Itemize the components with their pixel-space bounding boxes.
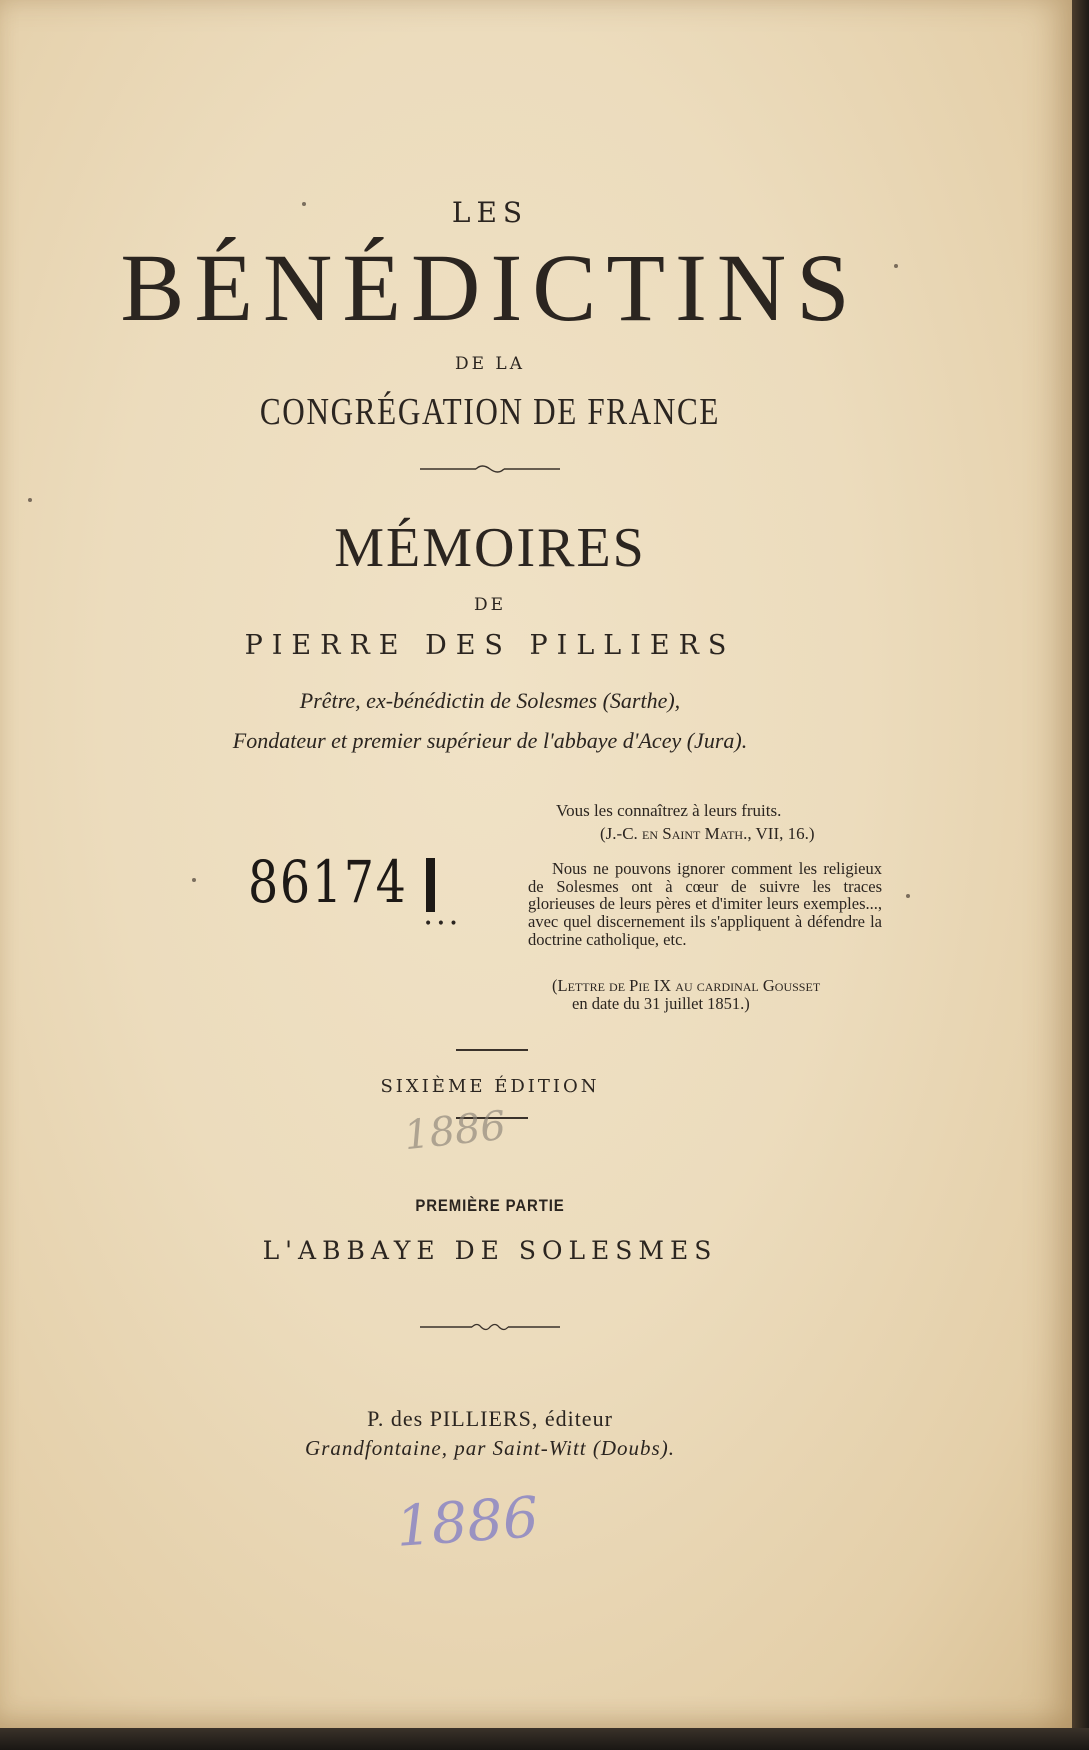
stamp-bar <box>426 858 435 912</box>
rule-above-edition <box>456 1049 528 1051</box>
ornament-divider-top <box>420 462 560 476</box>
title-les: LES <box>451 196 529 229</box>
epigraph-quote1-citation: (J.-C. en Saint Math., VII, 16.) <box>600 824 815 843</box>
epigraph-quote2-citation-line2: en date du 31 juillet 1851.) <box>572 994 750 1013</box>
book-page-edge <box>1072 0 1089 1750</box>
title-de: DE <box>473 595 507 615</box>
library-stamp-number: 86174 <box>248 848 408 916</box>
paper-speck <box>28 498 32 502</box>
paper-speck <box>192 878 196 882</box>
edition-label: SIXIÈME ÉDITION <box>380 1076 600 1097</box>
ornament-divider-bottom <box>420 1320 560 1334</box>
main-title: BÉNÉDICTINS <box>120 234 860 341</box>
author-subtitle-line1: Prêtre, ex-bénédictin de Solesmes (Sarthe), <box>299 688 681 713</box>
paper-speck <box>906 894 910 898</box>
publisher-address: Grandfontaine, par Saint-Witt (Doubs). <box>305 1436 675 1460</box>
part-label: PREMIÈRE PARTIE <box>415 1196 565 1215</box>
stamp-dots: • • • <box>424 916 458 932</box>
congregation-title: CONGRÉGATION DE FRANCE <box>259 391 721 433</box>
handwritten-year: 1886 <box>393 1485 541 1560</box>
paper-speck <box>894 264 898 268</box>
epigraph-quote2-citation-line1: (Lettre de Pie IX au cardinal Gousset <box>552 976 821 995</box>
part-title: L'ABBAYE DE SOLESMES <box>262 1236 718 1265</box>
paper-speck <box>302 202 306 206</box>
epigraph-quote1: Vous les connaîtrez à leurs fruits. <box>556 801 782 820</box>
memoires-heading: MÉMOIRES <box>334 517 646 579</box>
title-de-la: DE LA <box>454 354 525 374</box>
publisher-line: P. des PILLIERS, éditeur <box>367 1406 613 1431</box>
book-bottom-edge <box>0 1728 1089 1750</box>
handwritten-pencil-note: 1886 <box>401 1102 508 1160</box>
author-subtitle-line2: Fondateur et premier supérieur de l'abbaye d'Acey (Jura). <box>232 728 748 753</box>
author-name: PIERRE DES PILLIERS <box>244 630 736 661</box>
epigraph-quote2: Nous ne pouvons ignorer comment les religieux de Solesmes ont à cœur de suivre les traces glorieuses de leurs pères et d'imiter leurs exemples..., avec quel discernement ils s'appliquent à défendre la doctrine catholique, etc. <box>528 859 882 949</box>
